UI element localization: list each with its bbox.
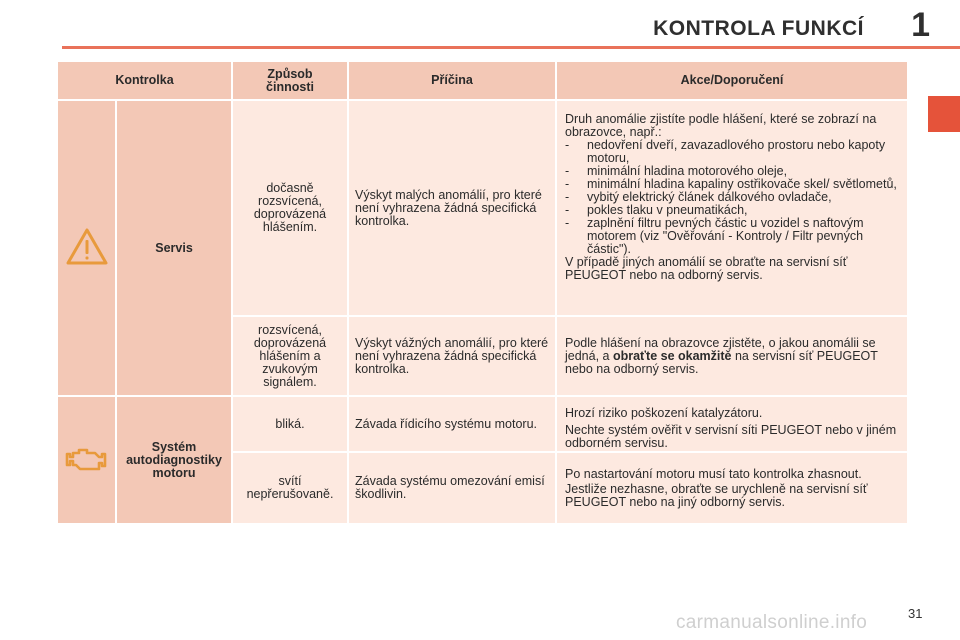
diag-icon-cell — [58, 397, 115, 523]
servis-row2-zpusob: rozsvícená, doprovázená hlášením a zvukovým signálem. — [233, 317, 347, 395]
diag-row2-akce: Po nastartování motoru musí tato kontrolka zhasnout. Jestliže nezhasne, obraťte se urychleně na servisní síť PEUGEOT nebo na jiný odborný servis. — [557, 453, 907, 523]
servis-row2-pricina: Výskyt vážných anomálií, pro které není vyhrazena žádná specifická kontrolka. — [349, 317, 555, 395]
col-header-akce: Akce/Doporučení — [557, 62, 907, 99]
page-number: 31 — [908, 606, 923, 621]
servis-row1-pricina: Výskyt malých anomálií, pro které není vyhrazena žádná specifická kontrolka. — [349, 101, 555, 315]
akce-outro: V případě jiných anomálií se obraťte na servisní síť PEUGEOT nebo na odborný servis. — [565, 255, 848, 282]
col-header-pricina: Příčina — [349, 62, 555, 99]
anomaly-list — [565, 139, 901, 256]
engine-icon — [65, 444, 109, 477]
akce-intro: Druh anomálie zjistíte podle hlášení, které se zobrazí na obrazovce, např.: — [565, 112, 877, 139]
list-item: - vybitý elektrický článek dálkového ovladače, — [565, 191, 901, 204]
diag-row1-akce: Hrozí riziko poškození katalyzátoru. Nechte systém ověřit v servisní síti PEUGEOT nebo v jiném odborném servisu. — [557, 397, 907, 451]
diag-row2-pricina: Závada systému omezování emisí škodlivin. — [349, 453, 555, 523]
servis-row2-akce: Podle hlášení na obrazovce zjistěte, o jakou anomálii se jedná, a obraťte se okamžitě na servisní síť PEUGEOT nebo na odborný servis. — [557, 317, 907, 395]
servis-row1-akce — [557, 101, 907, 315]
diag-name: Systém autodiagnostiky motoru — [117, 397, 231, 523]
list-item: - nedovření dveří, zavazadlového prostoru nebo kapoty motoru, — [565, 139, 901, 165]
warning-triangle-icon — [65, 227, 109, 270]
list-item: - minimální hladina motorového oleje, — [565, 165, 901, 178]
servis-row1-zpusob: dočasně rozsvícená, doprovázená hlášením. — [233, 101, 347, 315]
list-item: - zaplnění filtru pevných částic u vozidel s naftovým motorem (viz "Ověřování - Kontroly / Filtr pevných částic"). — [565, 217, 901, 256]
servis-icon-cell — [58, 101, 115, 395]
diag-row1-zpusob: bliká. — [233, 397, 347, 451]
col-header-zpusob: Způsob činnosti — [233, 62, 347, 99]
urgent-text: obraťte se okamžitě — [612, 348, 732, 363]
chapter-number: 1 — [911, 6, 930, 44]
list-item: - minimální hladina kapaliny ostřikovače skel/ světlometů, — [565, 178, 901, 191]
function-check-table — [58, 62, 903, 522]
diag-row1-pricina: Závada řídicího systému motoru. — [349, 397, 555, 451]
diag-row2-zpusob: svítí nepřerušovaně. — [233, 453, 347, 523]
servis-name: Servis — [117, 101, 231, 395]
watermark: carmanualsonline.info — [676, 612, 868, 633]
header-rule — [62, 46, 960, 49]
list-item: - pokles tlaku v pneumatikách, — [565, 204, 901, 217]
col-header-kontrolka: Kontrolka — [58, 62, 231, 99]
page-title: KONTROLA FUNKCÍ — [653, 17, 864, 40]
chapter-tab[interactable] — [928, 96, 960, 132]
